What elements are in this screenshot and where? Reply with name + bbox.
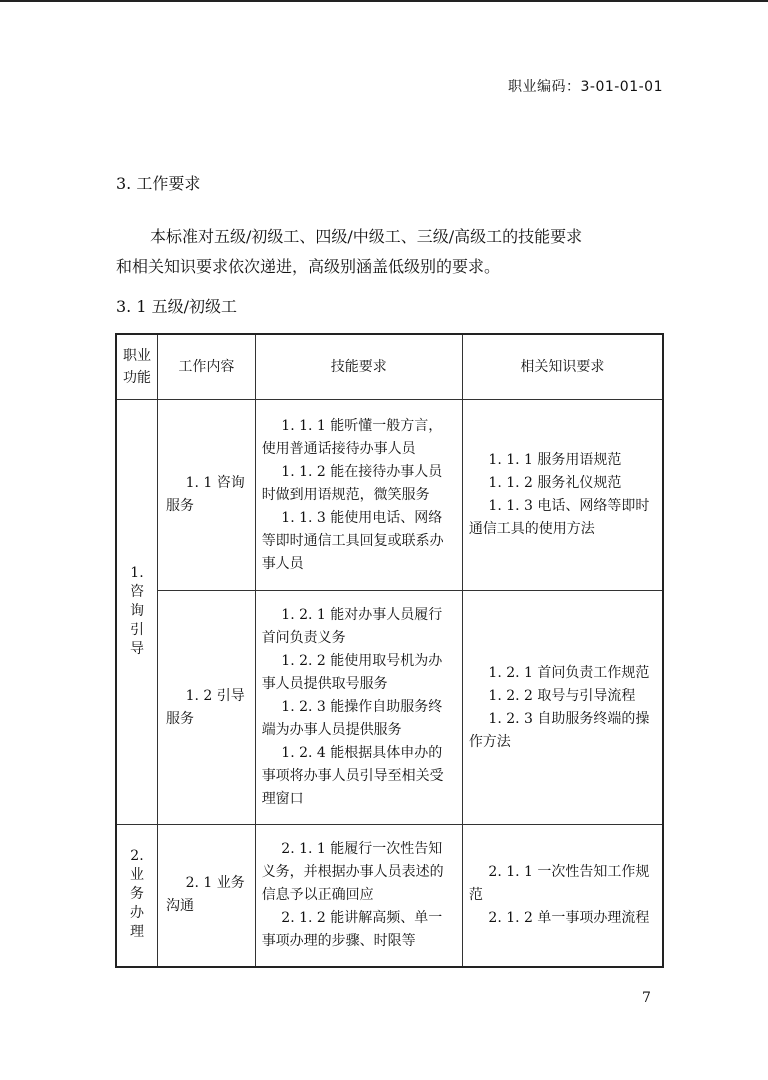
table-row (116, 825, 663, 967)
skills-cell: 1. 1. 1 能听懂一般方言，使用普通话接待办事人员 1. 1. 2 能在接待办事人员时做到用语规范，微笑服务 1. 1. 3 能使用电话、网络等即时通信工具回复或联系办事人员 (255, 400, 462, 591)
intro-line-1: 本标准对五级/初级工、四级/中级工、三级/高级工的技能要求 (150, 227, 583, 246)
top-rule (0, 0, 768, 2)
requirements-table (115, 333, 664, 968)
table-row (116, 591, 663, 825)
header-skills: 技能要求 (255, 334, 462, 400)
content-cell: 1. 1 咨询服务 (157, 400, 255, 591)
header-function: 职业功能 (116, 334, 157, 400)
knowledge-cell: 1. 2. 1 首问负责工作规范 1. 2. 2 取号与引导流程 1. 2. 3 自助服务终端的操作方法 (462, 591, 663, 825)
table-header-row (116, 334, 663, 400)
header-knowledge: 相关知识要求 (462, 334, 663, 400)
subsection-heading: 3. 1 五级/初级工 (116, 297, 238, 316)
occupation-code: 职业编码：3-01-01-01 (507, 79, 663, 95)
intro-line-2: 和相关知识要求依次递进，高级别涵盖低级别的要求。 (116, 257, 501, 276)
knowledge-cell: 1. 1. 1 服务用语规范 1. 1. 2 服务礼仪规范 1. 1. 3 电话、网络等即时通信工具的使用方法 (462, 400, 663, 591)
skills-cell: 2. 1. 1 能履行一次性告知义务，并根据办事人员表述的信息予以正确回应 2. 1. 2 能讲解高频、单一事项办理的步骤、时限等 (255, 825, 462, 967)
knowledge-cell: 2. 1. 1 一次性告知工作规范 2. 1. 2 单一事项办理流程 (462, 825, 663, 967)
section-heading: 3. 工作要求 (116, 174, 201, 193)
function-cell: 2. 业务办理 (116, 825, 157, 967)
table-row (116, 400, 663, 591)
page-number: 7 (642, 990, 651, 1006)
header-content: 工作内容 (157, 334, 255, 400)
function-cell: 1. 咨询引导 (116, 400, 157, 825)
content-cell: 2. 1 业务沟通 (157, 825, 255, 967)
content-cell: 1. 2 引导服务 (157, 591, 255, 825)
skills-cell: 1. 2. 1 能对办事人员履行首问负责义务 1. 2. 2 能使用取号机为办事人员提供取号服务 1. 2. 3 能操作自助服务终端为办事人员提供服务 1. 2. 4 能根据具体申办的事项将办事人员引导至相关受理窗口 (255, 591, 462, 825)
intro-paragraph (116, 222, 668, 282)
